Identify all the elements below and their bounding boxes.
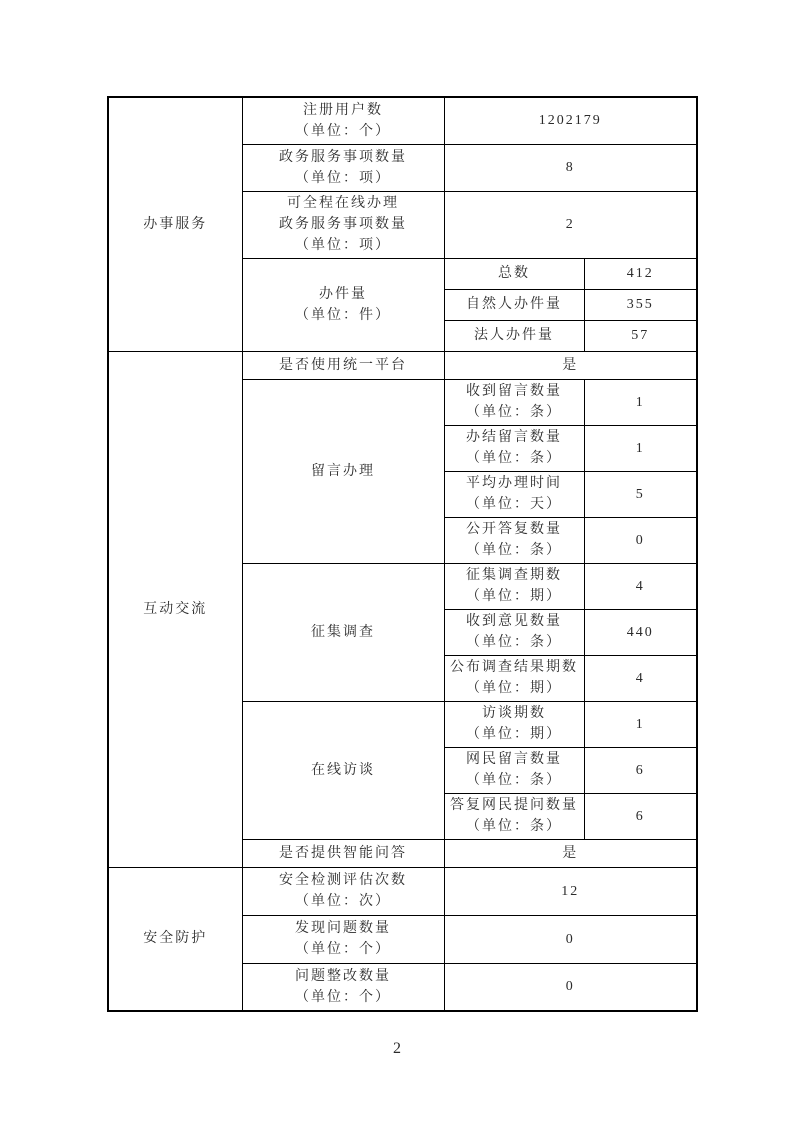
group-label-message-handling: 留言办理 bbox=[242, 379, 444, 563]
sub-label-natural-person: 自然人办件量 bbox=[444, 289, 584, 320]
metric-label-security-assessments: 安全检测评估次数 （单位：次） bbox=[242, 867, 444, 915]
sub-label-messages-received: 收到留言数量 （单位：条） bbox=[444, 379, 584, 425]
metric-label-unified-platform: 是否使用统一平台 bbox=[242, 351, 444, 379]
sub-value-netizen-questions-answered: 6 bbox=[584, 793, 697, 839]
sub-value-legal-person: 57 bbox=[584, 320, 697, 351]
metric-label-service-items: 政务服务事项数量 （单位：项） bbox=[242, 144, 444, 191]
section-label-text: 安全防护 bbox=[143, 931, 208, 947]
section-label-text: 互动交流 bbox=[143, 601, 208, 617]
metric-label-registered-users: 注册用户数 （单位：个） bbox=[242, 97, 444, 144]
metric-value-service-items: 8 bbox=[444, 144, 697, 191]
metric-value-problems-rectified: 0 bbox=[444, 963, 697, 1011]
sub-value-survey-results-published: 4 bbox=[584, 655, 697, 701]
section-label-banshi-fuwu bbox=[108, 97, 242, 351]
section-label-anquan-fanghu bbox=[108, 867, 242, 1011]
metric-label-online-service-items: 可全程在线办理 政务服务事项数量 （单位：项） bbox=[242, 191, 444, 258]
sub-value-netizen-messages: 6 bbox=[584, 747, 697, 793]
sub-value-interview-periods: 1 bbox=[584, 701, 697, 747]
metric-value-security-assessments: 12 bbox=[444, 867, 697, 915]
metric-value-problems-found: 0 bbox=[444, 915, 697, 963]
group-label-online-interview: 在线访谈 bbox=[242, 701, 444, 839]
section-label-hudong-jiaoliu bbox=[108, 351, 242, 867]
group-label-survey-collection: 征集调查 bbox=[242, 563, 444, 701]
sub-value-survey-periods: 4 bbox=[584, 563, 697, 609]
sub-value-public-replies: 0 bbox=[584, 517, 697, 563]
sub-label-survey-results-published: 公布调查结果期数 （单位：期） bbox=[444, 655, 584, 701]
metric-label-problems-rectified: 问题整改数量 （单位：个） bbox=[242, 963, 444, 1011]
metric-label-smart-qa: 是否提供智能问答 bbox=[242, 839, 444, 867]
section-label-text: 办事服务 bbox=[143, 216, 208, 232]
metric-label-problems-found: 发现问题数量 （单位：个） bbox=[242, 915, 444, 963]
page-number: 2 bbox=[393, 1040, 401, 1057]
metric-value-unified-platform: 是 bbox=[444, 351, 697, 379]
sub-label-netizen-questions-answered: 答复网民提问数量 （单位：条） bbox=[444, 793, 584, 839]
sub-value-opinions-received: 440 bbox=[584, 609, 697, 655]
metric-value-registered-users: 1202179 bbox=[444, 97, 697, 144]
metric-value-smart-qa: 是 bbox=[444, 839, 697, 867]
sub-label-interview-periods: 访谈期数 （单位：期） bbox=[444, 701, 584, 747]
statistics-table bbox=[107, 96, 698, 1012]
sub-label-opinions-received: 收到意见数量 （单位：条） bbox=[444, 609, 584, 655]
group-label-case-volume: 办件量 （单位：件） bbox=[242, 258, 444, 351]
sub-label-netizen-messages: 网民留言数量 （单位：条） bbox=[444, 747, 584, 793]
sub-label-messages-completed: 办结留言数量 （单位：条） bbox=[444, 425, 584, 471]
sub-label-public-replies: 公开答复数量 （单位：条） bbox=[444, 517, 584, 563]
sub-value-total: 412 bbox=[584, 258, 697, 289]
sub-label-average-handling-time: 平均办理时间 （单位：天） bbox=[444, 471, 584, 517]
sub-value-messages-completed: 1 bbox=[584, 425, 697, 471]
sub-label-survey-periods: 征集调查期数 （单位：期） bbox=[444, 563, 584, 609]
sub-label-legal-person: 法人办件量 bbox=[444, 320, 584, 351]
metric-value-online-service-items: 2 bbox=[444, 191, 697, 258]
sub-label-total: 总数 bbox=[444, 258, 584, 289]
sub-value-average-handling-time: 5 bbox=[584, 471, 697, 517]
sub-value-natural-person: 355 bbox=[584, 289, 697, 320]
sub-value-messages-received: 1 bbox=[584, 379, 697, 425]
